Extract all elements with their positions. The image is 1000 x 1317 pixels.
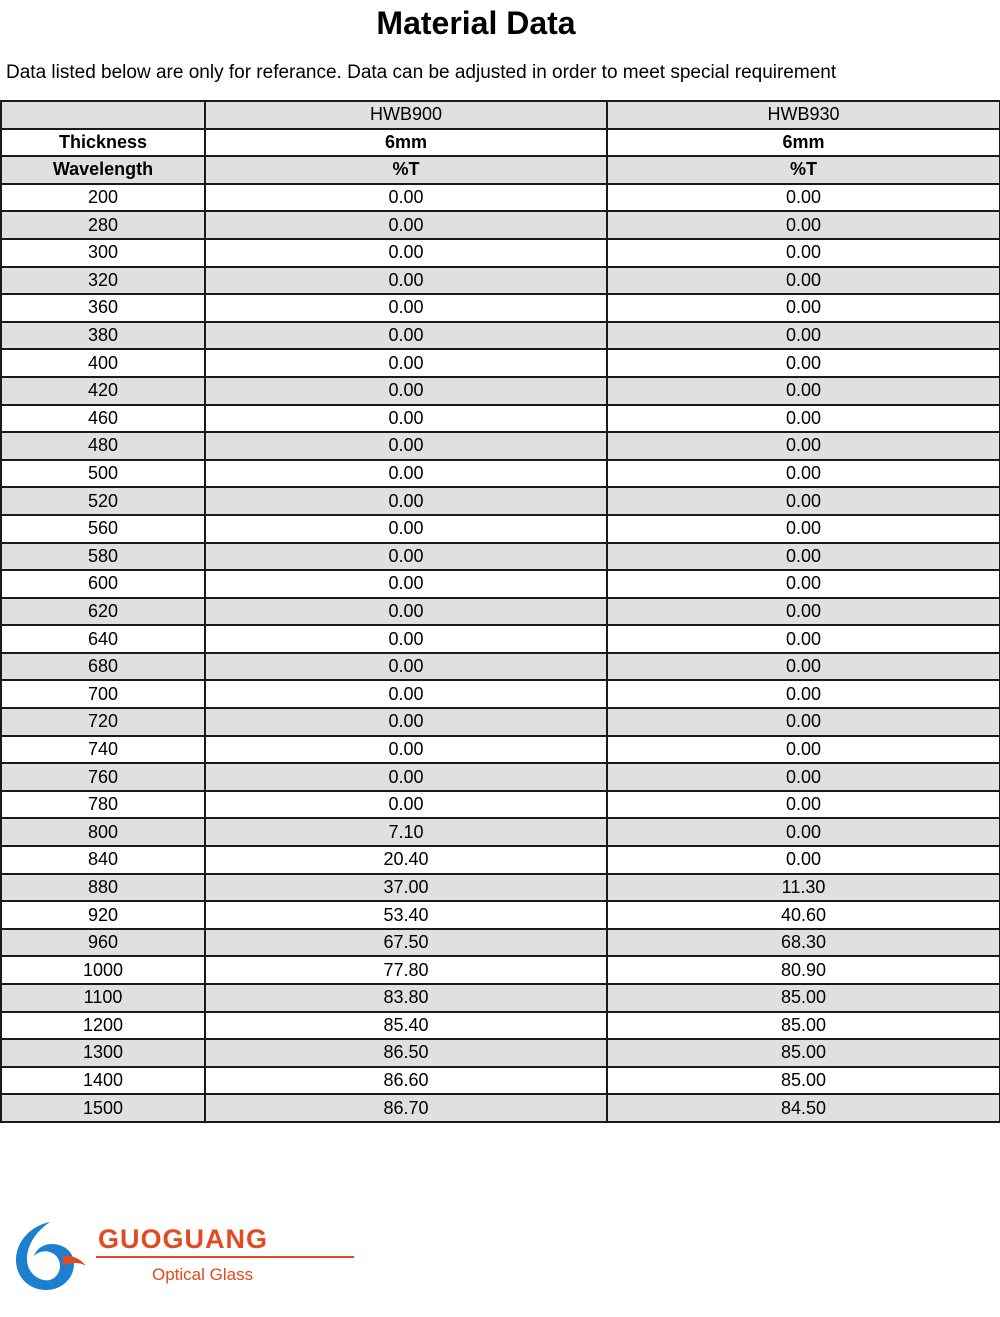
wavelength-cell: 1000 [1, 956, 205, 984]
hwb900-transmission-cell: 0.00 [205, 239, 607, 267]
unit-hwb900: %T [205, 156, 607, 184]
wavelength-cell: 400 [1, 349, 205, 377]
table-row [1, 405, 1000, 433]
thickness-row [1, 129, 1000, 157]
hwb900-transmission-cell: 85.40 [205, 1012, 607, 1040]
table-row [1, 239, 1000, 267]
hwb900-transmission-cell: 0.00 [205, 377, 607, 405]
wavelength-cell: 420 [1, 377, 205, 405]
hwb900-transmission-cell: 83.80 [205, 984, 607, 1012]
wavelength-cell: 760 [1, 763, 205, 791]
hwb930-transmission-cell: 0.00 [607, 184, 1000, 212]
disclaimer-note: Data listed below are only for referance. Data can be adjusted in order to meet special requirement [6, 62, 837, 83]
wavelength-cell: 380 [1, 322, 205, 350]
hwb930-transmission-cell: 0.00 [607, 818, 1000, 846]
hwb900-transmission-cell: 0.00 [205, 791, 607, 819]
hwb900-transmission-cell: 67.50 [205, 929, 607, 957]
hwb900-transmission-cell: 0.00 [205, 625, 607, 653]
header-cell-hwb930: HWB930 [607, 101, 1000, 129]
brand-name: GUOGUANG [98, 1224, 268, 1254]
table-row [1, 349, 1000, 377]
hwb930-transmission-cell: 85.00 [607, 984, 1000, 1012]
hwb900-transmission-cell: 0.00 [205, 432, 607, 460]
wavelength-cell: 740 [1, 736, 205, 764]
wavelength-cell: 1300 [1, 1039, 205, 1067]
hwb930-transmission-cell: 40.60 [607, 901, 1000, 929]
hwb900-transmission-cell: 0.00 [205, 515, 607, 543]
wavelength-cell: 480 [1, 432, 205, 460]
wavelength-cell: 1500 [1, 1094, 205, 1122]
wavelength-cell: 560 [1, 515, 205, 543]
hwb900-transmission-cell: 0.00 [205, 487, 607, 515]
hwb930-transmission-cell: 0.00 [607, 322, 1000, 350]
hwb900-transmission-cell: 86.50 [205, 1039, 607, 1067]
swirl-logo-icon [10, 1216, 90, 1296]
hwb900-transmission-cell: 0.00 [205, 736, 607, 764]
wavelength-cell: 280 [1, 211, 205, 239]
hwb900-transmission-cell: 0.00 [205, 543, 607, 571]
wavelength-cell: 920 [1, 901, 205, 929]
table-row [1, 846, 1000, 874]
hwb930-transmission-cell: 11.30 [607, 874, 1000, 902]
hwb900-transmission-cell: 20.40 [205, 846, 607, 874]
table-row [1, 818, 1000, 846]
table-row [1, 736, 1000, 764]
hwb930-transmission-cell: 0.00 [607, 598, 1000, 626]
table-row [1, 515, 1000, 543]
hwb900-transmission-cell: 0.00 [205, 267, 607, 295]
wavelength-label: Wavelength [1, 156, 205, 184]
hwb930-transmission-cell: 0.00 [607, 570, 1000, 598]
hwb900-transmission-cell: 0.00 [205, 294, 607, 322]
table-row [1, 956, 1000, 984]
wavelength-cell: 600 [1, 570, 205, 598]
wavelength-cell: 580 [1, 543, 205, 571]
hwb900-transmission-cell: 0.00 [205, 680, 607, 708]
table-row [1, 984, 1000, 1012]
table-row [1, 680, 1000, 708]
hwb930-transmission-cell: 0.00 [607, 460, 1000, 488]
wavelength-cell: 780 [1, 791, 205, 819]
hwb930-transmission-cell: 0.00 [607, 267, 1000, 295]
wavelength-cell: 620 [1, 598, 205, 626]
hwb930-transmission-cell: 0.00 [607, 625, 1000, 653]
header-cell-blank [1, 101, 205, 129]
hwb930-transmission-cell: 0.00 [607, 377, 1000, 405]
hwb900-transmission-cell: 0.00 [205, 570, 607, 598]
wavelength-cell: 1100 [1, 984, 205, 1012]
table-row [1, 708, 1000, 736]
hwb930-transmission-cell: 0.00 [607, 763, 1000, 791]
hwb930-transmission-cell: 0.00 [607, 211, 1000, 239]
page-title: Material Data [376, 5, 576, 41]
thickness-hwb930: 6mm [607, 129, 1000, 157]
material-data-table [0, 100, 1000, 1123]
units-row [1, 156, 1000, 184]
table-row [1, 874, 1000, 902]
hwb900-transmission-cell: 0.00 [205, 598, 607, 626]
hwb930-transmission-cell: 85.00 [607, 1012, 1000, 1040]
table-row [1, 294, 1000, 322]
hwb930-transmission-cell: 85.00 [607, 1039, 1000, 1067]
hwb930-transmission-cell: 0.00 [607, 294, 1000, 322]
table-row [1, 929, 1000, 957]
table-row [1, 653, 1000, 681]
hwb900-transmission-cell: 0.00 [205, 211, 607, 239]
wavelength-cell: 500 [1, 460, 205, 488]
table-row [1, 267, 1000, 295]
hwb930-transmission-cell: 0.00 [607, 405, 1000, 433]
hwb930-transmission-cell: 0.00 [607, 349, 1000, 377]
table-row [1, 543, 1000, 571]
wavelength-cell: 680 [1, 653, 205, 681]
hwb930-transmission-cell: 68.30 [607, 929, 1000, 957]
table-row [1, 1067, 1000, 1095]
hwb930-transmission-cell: 0.00 [607, 239, 1000, 267]
table-row [1, 460, 1000, 488]
hwb900-transmission-cell: 7.10 [205, 818, 607, 846]
hwb900-transmission-cell: 0.00 [205, 322, 607, 350]
wavelength-cell: 460 [1, 405, 205, 433]
hwb930-transmission-cell: 80.90 [607, 956, 1000, 984]
table-row [1, 1094, 1000, 1122]
hwb900-transmission-cell: 77.80 [205, 956, 607, 984]
wavelength-cell: 520 [1, 487, 205, 515]
table-row [1, 791, 1000, 819]
table-row [1, 570, 1000, 598]
wavelength-cell: 1200 [1, 1012, 205, 1040]
table-row [1, 1039, 1000, 1067]
wavelength-cell: 1400 [1, 1067, 205, 1095]
wavelength-cell: 300 [1, 239, 205, 267]
hwb930-transmission-cell: 0.00 [607, 515, 1000, 543]
wavelength-cell: 320 [1, 267, 205, 295]
table-row [1, 211, 1000, 239]
header-cell-hwb900: HWB900 [205, 101, 607, 129]
hwb930-transmission-cell: 0.00 [607, 846, 1000, 874]
hwb900-transmission-cell: 0.00 [205, 708, 607, 736]
wavelength-cell: 800 [1, 818, 205, 846]
hwb930-transmission-cell: 0.00 [607, 487, 1000, 515]
hwb930-transmission-cell: 0.00 [607, 791, 1000, 819]
hwb900-transmission-cell: 0.00 [205, 349, 607, 377]
table-row [1, 377, 1000, 405]
hwb900-transmission-cell: 0.00 [205, 184, 607, 212]
hwb900-transmission-cell: 86.70 [205, 1094, 607, 1122]
wavelength-cell: 960 [1, 929, 205, 957]
hwb930-transmission-cell: 0.00 [607, 543, 1000, 571]
hwb930-transmission-cell: 84.50 [607, 1094, 1000, 1122]
wavelength-cell: 840 [1, 846, 205, 874]
hwb900-transmission-cell: 0.00 [205, 405, 607, 433]
table-row [1, 432, 1000, 460]
wavelength-cell: 720 [1, 708, 205, 736]
wavelength-cell: 640 [1, 625, 205, 653]
table-row [1, 322, 1000, 350]
hwb930-transmission-cell: 0.00 [607, 708, 1000, 736]
wavelength-cell: 700 [1, 680, 205, 708]
wavelength-cell: 880 [1, 874, 205, 902]
hwb930-transmission-cell: 0.00 [607, 736, 1000, 764]
hwb900-transmission-cell: 0.00 [205, 460, 607, 488]
hwb930-transmission-cell: 0.00 [607, 653, 1000, 681]
table-row [1, 598, 1000, 626]
wavelength-cell: 360 [1, 294, 205, 322]
table-row [1, 1012, 1000, 1040]
thickness-label: Thickness [1, 129, 205, 157]
table-header-row [1, 101, 1000, 129]
hwb900-transmission-cell: 53.40 [205, 901, 607, 929]
table-row [1, 487, 1000, 515]
table-row [1, 184, 1000, 212]
table-row [1, 901, 1000, 929]
table-row [1, 625, 1000, 653]
table-row [1, 763, 1000, 791]
hwb930-transmission-cell: 0.00 [607, 432, 1000, 460]
brand-divider [96, 1256, 354, 1258]
hwb900-transmission-cell: 0.00 [205, 763, 607, 791]
hwb930-transmission-cell: 0.00 [607, 680, 1000, 708]
company-logo [10, 1216, 360, 1296]
thickness-hwb900: 6mm [205, 129, 607, 157]
brand-tagline: Optical Glass [152, 1265, 254, 1284]
unit-hwb930: %T [607, 156, 1000, 184]
hwb930-transmission-cell: 85.00 [607, 1067, 1000, 1095]
hwb900-transmission-cell: 86.60 [205, 1067, 607, 1095]
hwb900-transmission-cell: 37.00 [205, 874, 607, 902]
hwb900-transmission-cell: 0.00 [205, 653, 607, 681]
wavelength-cell: 200 [1, 184, 205, 212]
